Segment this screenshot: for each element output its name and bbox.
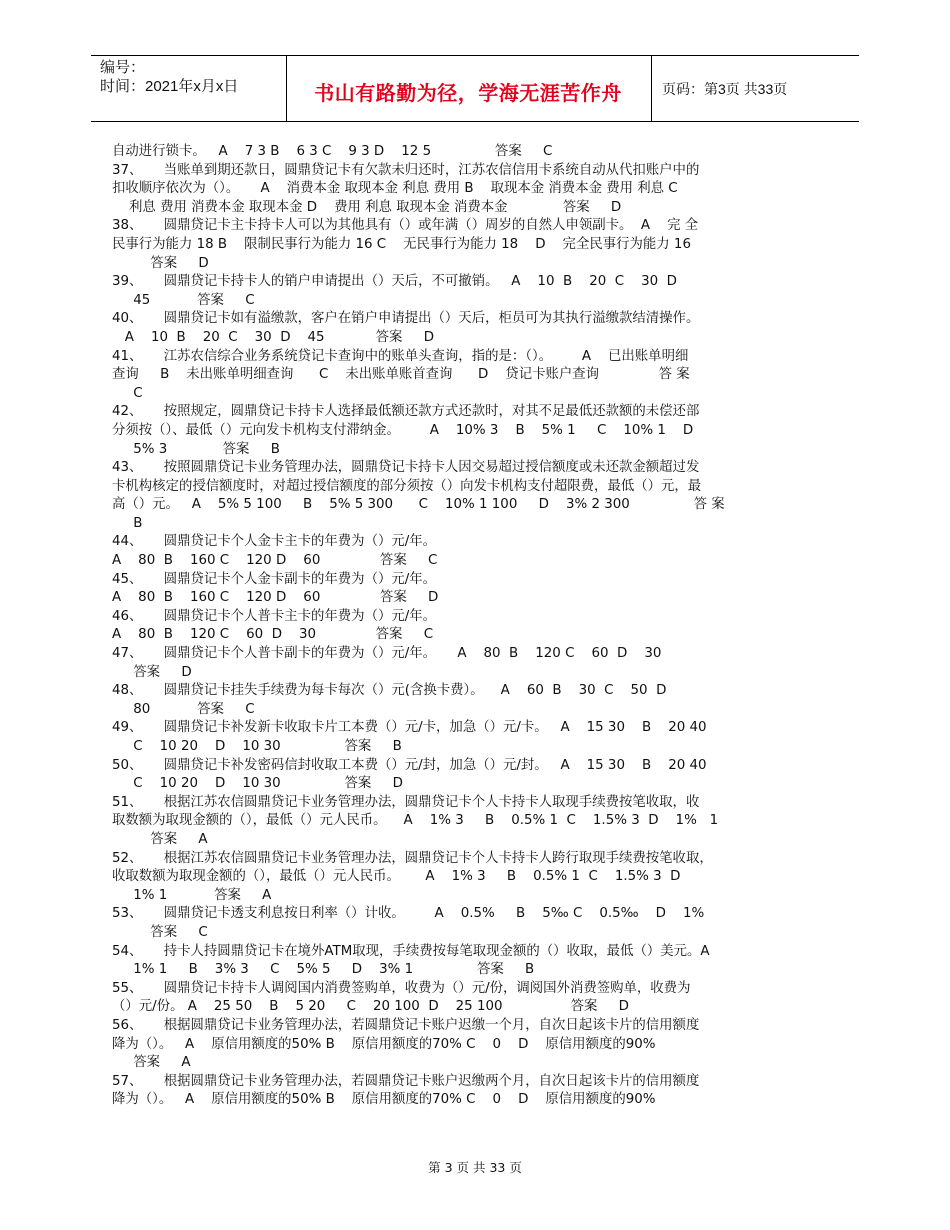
document-body bbox=[112, 143, 840, 1110]
text-line: 41、 江苏农信综合业务系统贷记卡查询中的账单头查询，指的是：（）。 A 已出账单明细 bbox=[112, 348, 689, 364]
text-line: 56、 根据圆鼎贷记卡业务管理办法，若圆鼎贷记卡账户迟缴一个月，自次日起该卡片的信用额度 bbox=[112, 1017, 700, 1033]
text-line: 40、 圆鼎贷记卡如有溢缴款，客户在销户申请提出（）天后，柜员可为其执行溢缴款结清操作。 bbox=[112, 311, 700, 327]
text-line: 分须按（）、最低（）元向发卡机构支付滞纳金。 A 10% 3 B 5% 1 C 10% 1 D bbox=[112, 422, 694, 438]
page-footer: 第 3 页 共 33 页 bbox=[428, 1160, 522, 1175]
text-line: 42、 按照规定，圆鼎贷记卡持卡人选择最低额还款方式还款时，对其不足最低还款额的未偿还部 bbox=[112, 404, 700, 420]
text-line: 45、 圆鼎贷记卡个人金卡副卡的年费为（）元/年。 bbox=[112, 571, 437, 587]
text-line: 取数额为取现金额的（），最低（）元人民币。 A 1% 3 B 0.5% 1 C 1.5% 3 D 1% 1 bbox=[112, 813, 719, 829]
text-line: 1% 1 答案 A bbox=[112, 887, 272, 903]
text-line: 降为（）。 A 原信用额度的50% B 原信用额度的70% C 0 D 原信用额度的90% bbox=[112, 1092, 656, 1108]
text-line: 46、 圆鼎贷记卡个人普卡主卡的年费为（）元/年。 bbox=[112, 608, 437, 624]
text-line: 答案 A bbox=[112, 831, 208, 847]
header-bottom-rule bbox=[91, 121, 859, 122]
text-line: 45 答案 C bbox=[112, 292, 255, 308]
text-line: A 80 B 160 C 120 D 60 答案 D bbox=[112, 590, 439, 606]
document-number-label: 编号： bbox=[100, 59, 146, 76]
text-line: 80 答案 C bbox=[112, 701, 255, 717]
text-line: 38、 圆鼎贷记卡主卡持卡人可以为其他具有（）或年满（）周岁的自然人申领副卡。 A 完 全 bbox=[112, 218, 699, 234]
text-line: 1% 1 B 3% 3 C 5% 5 D 3% 1 答案 B bbox=[112, 962, 535, 978]
document-date: 时间：2021年x月x日 bbox=[100, 78, 239, 95]
text-line: A 80 B 160 C 120 D 60 答案 C bbox=[112, 553, 438, 569]
text-line: 答案 C bbox=[112, 924, 208, 940]
text-line: A 80 B 120 C 60 D 30 答案 C bbox=[112, 627, 434, 643]
text-line: B bbox=[112, 515, 143, 531]
text-line: 49、 圆鼎贷记卡补发新卡收取卡片工本费（）元/卡，加急（）元/卡。 A 15 30 B 20 40 bbox=[112, 720, 707, 736]
text-line: 37、 当账单到期还款日，圆鼎贷记卡有欠款未归还时，江苏农信信用卡系统自动从代扣账户中的 bbox=[112, 162, 700, 178]
text-line: 44、 圆鼎贷记卡个人金卡主卡的年费为（）元/年。 bbox=[112, 534, 437, 550]
text-line: 39、 圆鼎贷记卡持卡人的销户申请提出（）天后，不可撤销。 A 10 B 20 C 30 D bbox=[112, 274, 677, 290]
header-motto: 书山有路勤为径，学海无涯苦作舟 bbox=[314, 81, 622, 105]
text-line: 5% 3 答案 B bbox=[112, 441, 280, 457]
text-line: 50、 圆鼎贷记卡补发密码信封收取工本费（）元/封，加急（）元/封。 A 15 30 B 20 40 bbox=[112, 757, 707, 773]
text-line: 降为（）。 A 原信用额度的50% B 原信用额度的70% C 0 D 原信用额度的90% bbox=[112, 1036, 656, 1052]
text-line: 答案 D bbox=[112, 664, 192, 680]
text-line: 53、 圆鼎贷记卡透支利息按日利率（）计收。 A 0.5% B 5‰ C 0.5‰ D 1% bbox=[112, 906, 705, 922]
text-line: C 10 20 D 10 30 答案 D bbox=[112, 776, 403, 792]
text-line: 51、 根据江苏农信圆鼎贷记卡业务管理办法，圆鼎贷记卡个人卡持卡人取现手续费按笔收取，收 bbox=[112, 794, 700, 810]
text-line: 55、 圆鼎贷记卡持卡人调阅国内消费签购单，收费为（）元/份，调阅国外消费签购单，收费为 bbox=[112, 980, 691, 996]
text-line: A 10 B 20 C 30 D 45 答案 D bbox=[112, 329, 435, 345]
text-line: （）元/份。 A 25 50 B 5 20 C 20 100 D 25 100 答案 D bbox=[112, 999, 629, 1015]
text-line: 扣收顺序依次为（）。 A 消费本金 取现本金 利息 费用 B 取现本金 消费本金 费用 利息 C bbox=[112, 181, 678, 197]
text-line: C bbox=[112, 385, 143, 401]
header-page-info: 页码：第3页 共33页 bbox=[662, 81, 788, 97]
header-left bbox=[100, 58, 238, 96]
text-line: 47、 圆鼎贷记卡个人普卡副卡的年费为（）元/年。 A 80 B 120 C 60 D 30 bbox=[112, 646, 662, 662]
text-line: 54、 持卡人持圆鼎贷记卡在境外ATM取现，手续费按每笔取现金额的（）收取，最低（）美元。A bbox=[112, 943, 710, 959]
text-line: 答案 D bbox=[112, 255, 209, 271]
text-line: 高（）元。 A 5% 5 100 B 5% 5 300 C 10% 1 100 D 3% 2 300 答 案 bbox=[112, 497, 725, 513]
text-line: 答案 A bbox=[112, 1055, 191, 1071]
text-line: C 10 20 D 10 30 答案 B bbox=[112, 739, 402, 754]
text-line: 民事行为能力 18 B 限制民事行为能力 16 C 无民事行为能力 18 D 完全民事行为能力 16 bbox=[112, 236, 691, 252]
text-line: 收取数额为取现金额的（），最低（）元人民币。 A 1% 3 B 0.5% 1 C 1.5% 3 D bbox=[112, 869, 681, 885]
text-line: 利息 费用 消费本金 取现本金 D 费用 利息 取现本金 消费本金 答案 D bbox=[112, 199, 622, 215]
text-line: 52、 根据江苏农信圆鼎贷记卡业务管理办法，圆鼎贷记卡个人卡持卡人跨行取现手续费按笔收取， bbox=[112, 850, 713, 866]
text-line: 48、 圆鼎贷记卡挂失手续费为每卡每次（）元(含换卡费）。 A 60 B 30 C 50 D bbox=[112, 683, 667, 699]
text-line: 自动进行锁卡。 A 7 3 B 6 3 C 9 3 D 12 5 答案 C bbox=[112, 144, 553, 159]
text-line: 查询 B 未出账单明细查询 C 未出账单账首查询 D 贷记卡账户查询 答 案 bbox=[112, 367, 690, 383]
text-line: 43、 按照圆鼎贷记卡业务管理办法，圆鼎贷记卡持卡人因交易超过授信额度或未还款金额超过发 bbox=[112, 460, 700, 476]
text-line: 57、 根据圆鼎贷记卡业务管理办法，若圆鼎贷记卡账户迟缴两个月，自次日起该卡片的信用额度 bbox=[112, 1073, 700, 1089]
text-line: 卡机构核定的授信额度时，对超过授信额度的部分须按（）向发卡机构支付超限费，最低（）元，最 bbox=[112, 478, 702, 494]
